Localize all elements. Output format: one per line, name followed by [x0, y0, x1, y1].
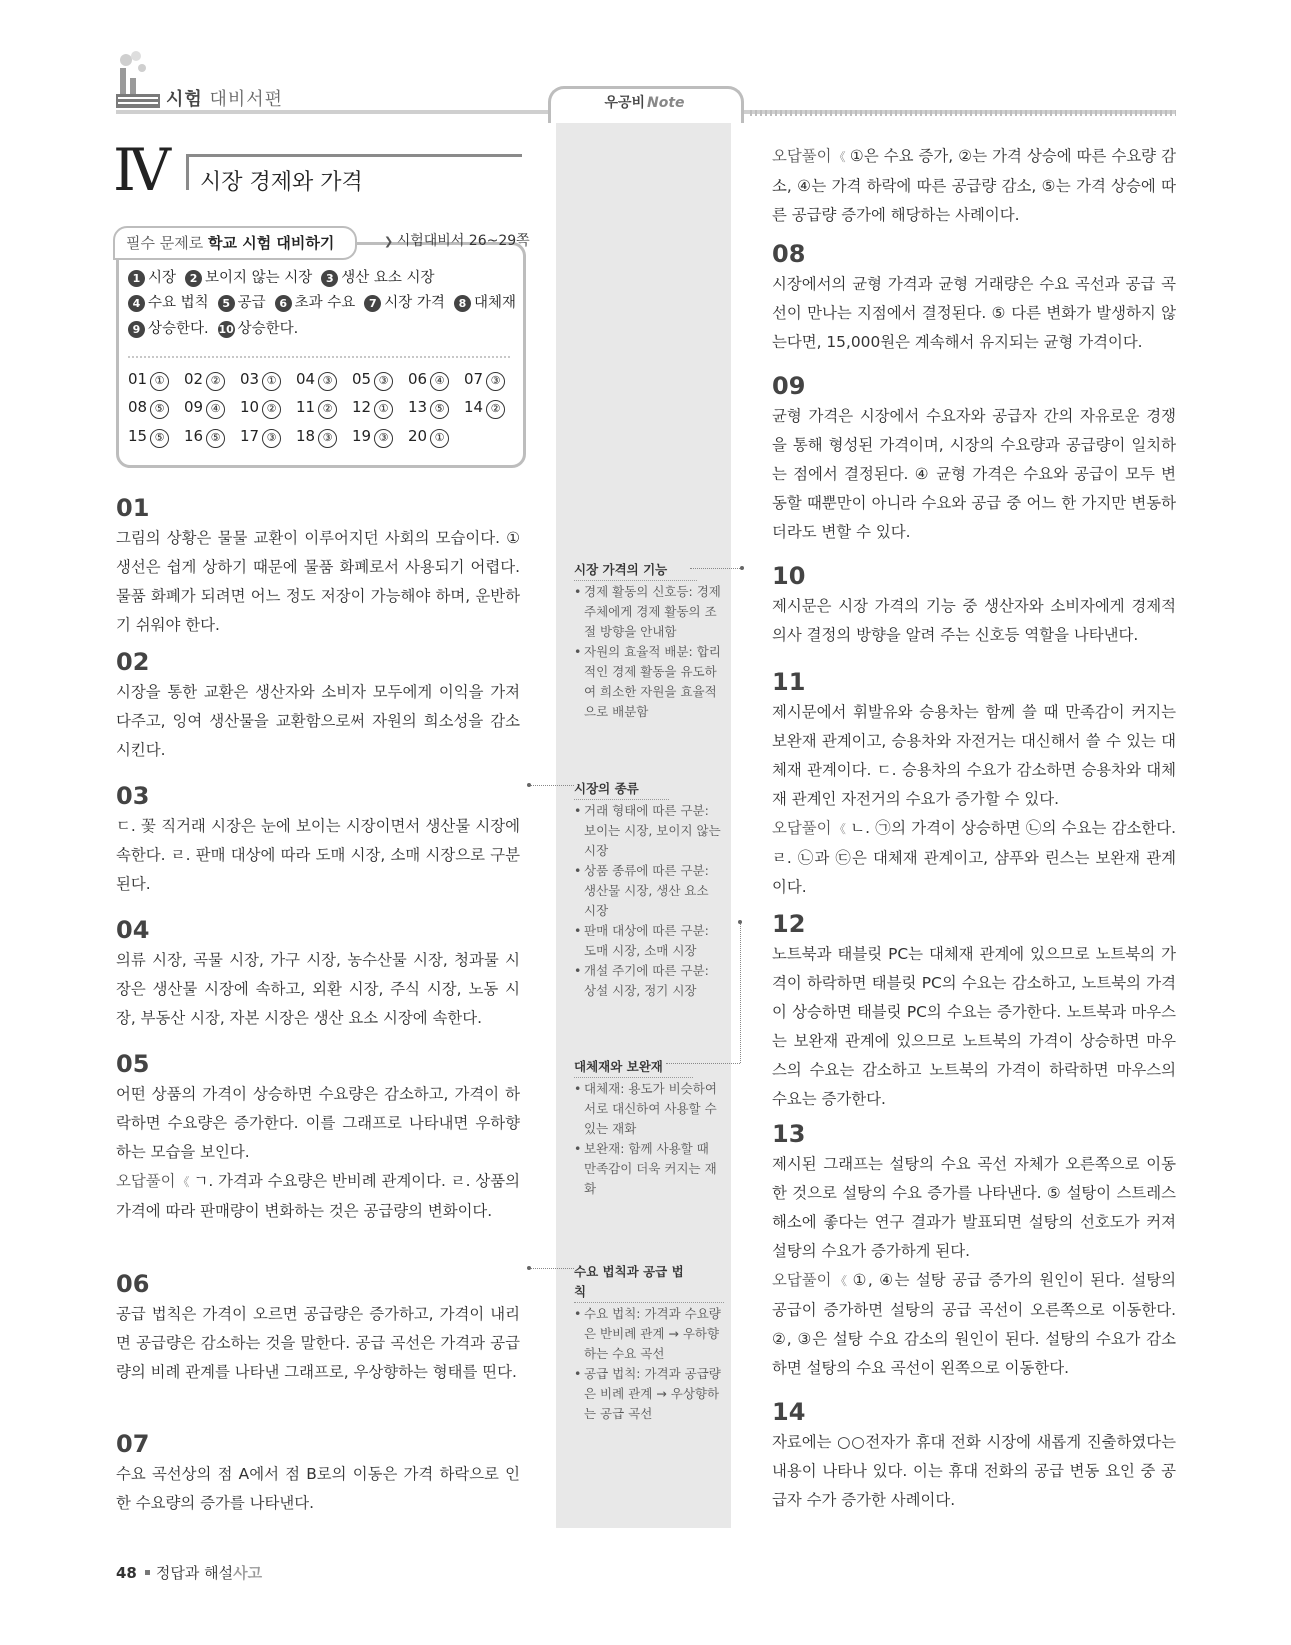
key-answer-text: 시장 가격 [384, 295, 445, 311]
answer-choice: ③ [374, 429, 393, 448]
solution-block [772, 668, 1176, 902]
note-item: • 자원의 효율적 배분: 합리적인 경제 활동을 유도하여 희소한 자원을 효율적으로 배분함 [574, 642, 724, 722]
answer-cell [408, 398, 464, 419]
solution-text: 그림의 상황은 물물 교환이 이루어지던 사회의 모습이다. ① 생선은 쉽게 상하기 때문에 물품 화폐로서 사용되기 어렵다. 물품 화폐가 되려면 어느 정도 저장이 가능해야 하며, 운반하기 쉬워야 한다. [116, 529, 520, 634]
question-number: 01 [116, 494, 150, 522]
note-title: 시장의 종류 [574, 779, 669, 800]
note-item: • 상품 종류에 따른 구분: 생산물 시장, 생산 요소 시장 [574, 861, 724, 921]
answer-choice: ② [486, 400, 505, 419]
answer-cell [240, 398, 296, 419]
wrong-answer-text: ㄴ. ㉠의 가격이 상승하면 ㉡의 수요는 감소한다. ㄹ. ㉡과 ㉢은 대체재 관계이고, 샴푸와 린스는 보완재 관계이다. [772, 819, 1176, 896]
answer-cell [128, 427, 184, 448]
answer-choice: ③ [374, 372, 393, 391]
note-connector-dot [527, 1266, 531, 1270]
answer-cell [128, 370, 184, 391]
factory-logo-icon [116, 50, 160, 112]
answer-choice: ④ [430, 372, 449, 391]
answer-cell [184, 398, 240, 419]
answer-key-tab-label: 필수 문제로 학교 시험 대비하기 [126, 234, 335, 252]
answer-question-number: 10 [240, 398, 260, 416]
answer-choice: ② [262, 400, 281, 419]
footer-brand: 사고 [233, 1564, 263, 1582]
note-title: 수요 법칙과 공급 법칙 [574, 1262, 724, 1303]
solution-block [116, 1430, 520, 1518]
page-number: 48 [116, 1564, 137, 1582]
key-answer-text: 보이지 않는 시장 [205, 270, 313, 286]
key-number-badge: 2 [185, 270, 202, 287]
note-item: • 경제 활동의 신호등: 경제 주체에게 경제 활동의 조절 방향을 안내함 [574, 582, 724, 642]
solution-text: 노트북과 태블릿 PC는 대체재 관계에 있으므로 노트북의 가격이 하락하면 태블릿 PC의 수요는 감소하고, 노트북의 가격이 상승하면 태블릿 PC의 수요는 증가한다. 노트북과 마우스는 보완재 관계에 있으므로 노트북의 가격이 상승하면 마우스의 수요는 감소하고 노트북의 가격이 하락하면 마우스의 수요는 증가한다. [772, 945, 1176, 1108]
solution-block [772, 142, 1176, 230]
answer-cell [184, 427, 240, 448]
answer-question-number: 19 [352, 427, 372, 445]
note-title: 대체재와 보완재 [574, 1057, 693, 1078]
answer-question-number: 07 [464, 370, 484, 388]
chapter-number: Ⅳ [113, 136, 169, 204]
key-number-badge: 6 [275, 295, 292, 312]
solution-block [116, 916, 520, 1033]
header-dotted-rule [750, 110, 1176, 116]
answer-question-number: 13 [408, 398, 428, 416]
answer-question-number: 11 [296, 398, 316, 416]
note-box [574, 1262, 724, 1424]
wrong-answer-explanation [772, 814, 1176, 902]
note-item: • 보완재: 함께 사용할 때 만족감이 더욱 커지는 재화 [574, 1139, 724, 1199]
key-number-badge: 9 [128, 321, 145, 338]
answer-row [128, 370, 520, 391]
solution-text: 수요 곡선상의 점 A에서 점 B로의 이동은 가격 하락으로 인한 수요량의 증가를 나타낸다. [116, 1465, 520, 1512]
solution-block [772, 1120, 1176, 1383]
note-connector [690, 568, 742, 569]
wrong-answer-label: 오답풀이 《 [772, 147, 850, 165]
answer-choice: ③ [318, 429, 337, 448]
key-answer-text: 수요 법칙 [148, 295, 209, 311]
note-connector [740, 922, 741, 1063]
note-item: • 거래 형태에 따른 구분: 보이는 시장, 보이지 않는 시장 [574, 801, 724, 861]
answer-cell [296, 370, 352, 391]
answer-cell [408, 427, 464, 448]
wrong-answer-label: 오답풀이 《 [772, 1271, 853, 1289]
answer-cell [240, 427, 296, 448]
key-line [128, 317, 307, 338]
answer-question-number: 03 [240, 370, 260, 388]
answer-cell [184, 370, 240, 391]
question-number: 09 [772, 372, 806, 400]
answer-cell [352, 427, 408, 448]
note-box [574, 560, 724, 722]
solution-block [772, 910, 1176, 1114]
question-number: 14 [772, 1398, 806, 1426]
key-number-badge: 8 [454, 295, 471, 312]
note-item: • 대체재: 용도가 비슷하여 서로 대신하여 사용할 수 있는 재화 [574, 1079, 724, 1139]
note-connector [529, 1268, 574, 1269]
answer-cell [296, 398, 352, 419]
wrong-answer-label: 오답풀이 《 [772, 819, 850, 837]
solution-block [116, 494, 520, 640]
answer-choice: ⑤ [430, 400, 449, 419]
key-number-badge: 4 [128, 295, 145, 312]
answer-choice: ② [318, 400, 337, 419]
note-title: 시장 가격의 기능 [574, 560, 697, 581]
answer-choice: ③ [318, 372, 337, 391]
note-box [574, 779, 724, 1001]
answer-cell [352, 398, 408, 419]
page-footer [116, 1562, 262, 1583]
question-number: 08 [772, 240, 806, 268]
solution-text: 의류 시장, 곡물 시장, 가구 시장, 농수산물 시장, 청과물 시장은 생산물 시장에 속하고, 외환 시장, 주식 시장, 노동 시장, 부동산 시장, 자본 시장은 생산 요소 시장에 속한다. [116, 951, 520, 1027]
key-answer-text: 상승한다. [237, 321, 299, 337]
answer-question-number: 12 [352, 398, 372, 416]
question-number: 04 [116, 916, 150, 944]
solution-block [116, 648, 520, 765]
question-number: 10 [772, 562, 806, 590]
answer-key-reference: ❯ 시험대비서 26~29쪽 [384, 230, 530, 250]
answer-question-number: 17 [240, 427, 260, 445]
answer-choice: ④ [206, 400, 225, 419]
solution-text: 제시된 그래프는 설탕의 수요 곡선 자체가 오른쪽으로 이동한 것으로 설탕의 수요 증가를 나타낸다. ⑤ 설탕이 스트레스 해소에 좋다는 연구 결과가 발표되면 설탕의 선호도가 커져 설탕의 수요가 증가하게 된다. [772, 1155, 1176, 1260]
note-tab-label: 우공비 Note [604, 95, 685, 111]
wrong-answer-explanation [772, 142, 1176, 230]
key-answer-text: 생산 요소 시장 [341, 270, 435, 286]
answer-cell [464, 370, 520, 391]
answer-question-number: 18 [296, 427, 316, 445]
answer-question-number: 05 [352, 370, 372, 388]
question-number: 02 [116, 648, 150, 676]
answer-choice: ③ [262, 429, 281, 448]
note-connector-dot [738, 920, 742, 924]
note-item: • 공급 법칙: 가격과 공급량은 비례 관계 → 우상향하는 공급 곡선 [574, 1364, 724, 1424]
answer-cell [128, 398, 184, 419]
solution-text: 균형 가격은 시장에서 수요자와 공급자 간의 자유로운 경쟁을 통해 형성된 가격이며, 시장의 수요량과 공급량이 일치하는 점에서 결정된다. ④ 균형 가격은 수요와 공급이 모두 변동할 때뿐만이 아니라 수요와 공급 중 어느 한 가지만 변동하더라도 변할 수 있다. [772, 407, 1176, 541]
answer-key-separator [128, 356, 510, 358]
answer-question-number: 20 [408, 427, 428, 445]
answer-question-number: 06 [408, 370, 428, 388]
answer-cell [352, 370, 408, 391]
note-connector [666, 1063, 740, 1064]
solution-block [116, 1270, 520, 1387]
solution-block [772, 372, 1176, 547]
solution-text: ㄷ. 꽃 직거래 시장은 눈에 보이는 시장이면서 생산물 시장에 속한다. ㄹ. 판매 대상에 따라 도매 시장, 소매 시장으로 구분된다. [116, 817, 520, 893]
answer-choice: ① [150, 372, 169, 391]
note-item: • 판매 대상에 따른 구분: 도매 시장, 소매 시장 [574, 921, 724, 961]
chapter-title-rule [186, 154, 522, 157]
note-connector-dot [527, 783, 531, 787]
wrong-answer-label: 오답풀이 《 [116, 1172, 194, 1190]
chapter-title: 시장 경제와 가격 [200, 170, 363, 195]
note-connector-dot [740, 566, 744, 570]
note-item: • 개설 주기에 따른 구분: 상설 시장, 정기 시장 [574, 961, 724, 1001]
wrong-answer-explanation [772, 1266, 1176, 1383]
answer-choice: ① [374, 400, 393, 419]
answer-question-number: 16 [184, 427, 204, 445]
solution-text: 제시문은 시장 가격의 기능 중 생산자와 소비자에게 경제적 의사 결정의 방향을 알려 주는 신호등 역할을 나타낸다. [772, 597, 1176, 644]
answer-cell [240, 370, 296, 391]
key-answer-text: 상승한다. [148, 321, 209, 337]
answer-question-number: 01 [128, 370, 148, 388]
answer-question-number: 02 [184, 370, 204, 388]
solution-block [116, 782, 520, 899]
question-number: 13 [772, 1120, 806, 1148]
chapter-title-rule-left [186, 154, 189, 190]
key-number-badge: 7 [364, 295, 381, 312]
answer-choice: ⑤ [150, 400, 169, 419]
answer-cell [408, 370, 464, 391]
key-line [128, 291, 525, 312]
answer-choice: ③ [486, 372, 505, 391]
key-answer-text: 시장 [148, 270, 177, 286]
wrong-answer-explanation [116, 1167, 520, 1226]
key-answer-text: 대체재 [473, 295, 516, 311]
question-number: 03 [116, 782, 150, 810]
solution-text: 어떤 상품의 가격이 상승하면 수요량은 감소하고, 가격이 하락하면 수요량은 증가한다. 이를 그래프로 나타내면 우하향하는 모습을 보인다. [116, 1085, 520, 1161]
answer-cell [296, 427, 352, 448]
answer-row [128, 427, 464, 448]
question-number: 06 [116, 1270, 150, 1298]
note-box [574, 1057, 724, 1199]
solution-block [772, 562, 1176, 650]
footer-label: 정답과 해설 [155, 1564, 234, 1582]
key-number-badge: 1 [128, 270, 145, 287]
answer-choice: ① [262, 372, 281, 391]
solution-block [772, 240, 1176, 357]
question-number: 05 [116, 1050, 150, 1078]
question-number: 12 [772, 910, 806, 938]
key-answer-text: 공급 [237, 295, 266, 311]
question-number: 07 [116, 1430, 150, 1458]
key-number-badge: 5 [218, 295, 235, 312]
solution-text: 공급 법칙은 가격이 오르면 공급량은 증가하고, 가격이 내리면 공급량은 감소하는 것을 말한다. 공급 곡선은 가격과 공급량의 비례 관계를 나타낸 그래프로, 우상향하는 형태를 띤다. [116, 1305, 520, 1381]
solution-text: 시장에서의 균형 가격과 균형 거래량은 수요 곡선과 공급 곡선이 만나는 지점에서 결정된다. ⑤ 다른 변화가 발생하지 않는다면, 15,000원은 계속해서 유지되는 균형 가격이다. [772, 275, 1176, 351]
answer-question-number: 04 [296, 370, 316, 388]
solution-text: 시장을 통한 교환은 생산자와 소비자 모두에게 이익을 가져다주고, 잉여 생산물을 교환함으로써 자원의 희소성을 감소시킨다. [116, 683, 520, 759]
answer-row [128, 398, 520, 419]
section-header: 시험 대비서편 [166, 89, 284, 110]
key-answer-text: 초과 수요 [294, 295, 356, 311]
key-number-badge: 10 [218, 323, 234, 336]
wrong-answer-text: ㄱ. 가격과 수요량은 반비례 관계이다. ㄹ. 상품의 가격에 따라 판매량이 변화하는 것은 공급량의 변화이다. [116, 1172, 521, 1220]
solution-block [772, 1398, 1176, 1515]
wrong-answer-text: ①, ④는 설탕 공급 증가의 원인이 된다. 설탕의 공급이 증가하면 설탕의 공급 곡선이 오른쪽으로 이동한다. ②, ③은 설탕 수요 감소의 원인이 된다. 설탕의 수요가 감소하면 설탕의 수요 곡선이 왼쪽으로 이동한다. [772, 1271, 1176, 1377]
key-line [128, 266, 444, 287]
answer-choice: ① [430, 429, 449, 448]
answer-question-number: 08 [128, 398, 148, 416]
answer-question-number: 09 [184, 398, 204, 416]
answer-question-number: 15 [128, 427, 148, 445]
solution-text: 자료에는 ○○전자가 휴대 전화 시장에 새롭게 진출하였다는 내용이 나타나 있다. 이는 휴대 전화의 공급 변동 요인 중 공급자 수가 증가한 사례이다. [772, 1433, 1176, 1509]
key-number-badge: 3 [321, 270, 338, 287]
solution-block [116, 1050, 520, 1226]
solution-text: 제시문에서 휘발유와 승용차는 함께 쓸 때 만족감이 커지는 보완재 관계이고, 승용차와 자전거는 대신해서 쓸 수 있는 대체재 관계이다. ㄷ. 승용차의 수요가 감소하면 승용차와 대체재 관계인 자전거의 수요가 증가할 수 있다. [772, 703, 1176, 808]
answer-choice: ② [206, 372, 225, 391]
question-number: 11 [772, 668, 806, 696]
answer-choice: ⑤ [150, 429, 169, 448]
answer-cell [464, 398, 520, 419]
wrong-answer-text: ①은 수요 증가, ②는 가격 상승에 따른 수요량 감소, ④는 가격 하락에 따른 공급량 감소, ⑤는 가격 상승에 따른 공급량 증가에 해당하는 사례이다. [772, 147, 1176, 224]
note-item: • 수요 법칙: 가격과 수요량은 반비례 관계 → 우하향하는 수요 곡선 [574, 1304, 724, 1364]
answer-question-number: 14 [464, 398, 484, 416]
note-connector [529, 785, 574, 786]
answer-choice: ⑤ [206, 429, 225, 448]
